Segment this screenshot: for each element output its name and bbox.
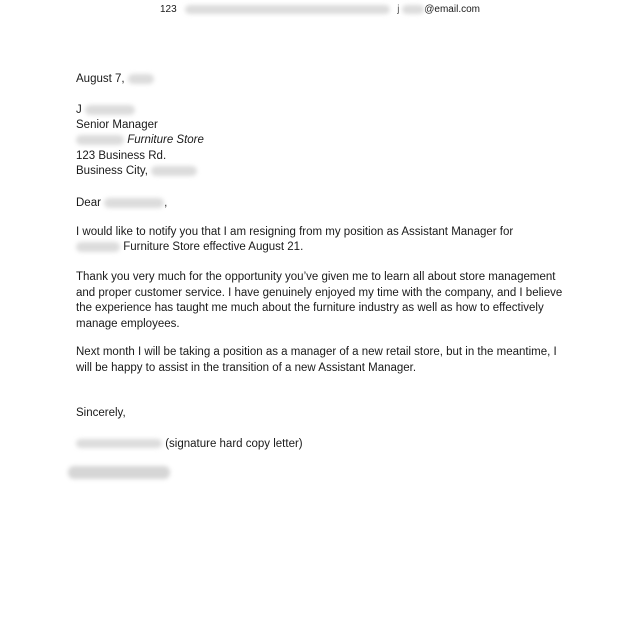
city-text: Business City,	[76, 165, 149, 177]
redacted-printed-name-block	[68, 466, 170, 479]
recipient-city	[76, 164, 197, 180]
redacted-year	[128, 74, 154, 84]
paragraph-1-line-1: I would like to notify you that I am resigning from my position as Assistant Manager for	[76, 226, 514, 238]
salutation-comma: ,	[164, 197, 168, 209]
signature-line	[76, 437, 303, 453]
recipient-company	[76, 133, 204, 149]
redacted-salutation-name	[104, 198, 164, 208]
redacted-state-zip	[151, 166, 197, 176]
signature-note: (signature hard copy letter)	[165, 438, 303, 450]
closing: Sincerely,	[76, 407, 126, 419]
paragraph-1-line-2-text: Furniture Store effective August 21.	[123, 241, 304, 253]
paragraph-2: Thank you very much for the opportunity you’ve given me to learn all about store management and proper customer service. I have genuinely enjoyed my time with the company, and I believe the experience has taught me much about the furniture industry as well as how to effectively manage employees.	[76, 271, 563, 330]
redacted-email-user	[402, 5, 424, 14]
sender-email-domain: @email.com	[424, 4, 480, 15]
paragraph-1-line-2	[76, 240, 303, 256]
date-text: August 7,	[76, 73, 125, 85]
redacted-fragment: j	[397, 4, 400, 15]
sender-address-line	[160, 2, 480, 18]
recipient-name	[76, 103, 135, 119]
recipient-title: Senior Manager	[76, 119, 158, 131]
redacted-company-ref	[76, 242, 120, 252]
redacted-company-name	[76, 135, 124, 145]
company-suffix: Furniture Store	[127, 134, 204, 146]
sender-address-number: 123	[160, 4, 177, 15]
redacted-address	[185, 5, 390, 14]
recipient-street: 123 Business Rd.	[76, 150, 167, 162]
salutation	[76, 196, 167, 212]
redacted-recipient-name	[85, 105, 135, 115]
redacted-printed-name	[68, 464, 170, 482]
salutation-text: Dear	[76, 197, 101, 209]
paragraph-3: Next month I will be taking a position as a manager of a new retail store, but in the meantime, I will be happy to assist in the transition of a new Assistant Manager.	[76, 346, 557, 374]
letter-date	[76, 72, 154, 88]
redacted-signature-name	[76, 439, 162, 448]
recipient-initial: J	[76, 104, 82, 116]
